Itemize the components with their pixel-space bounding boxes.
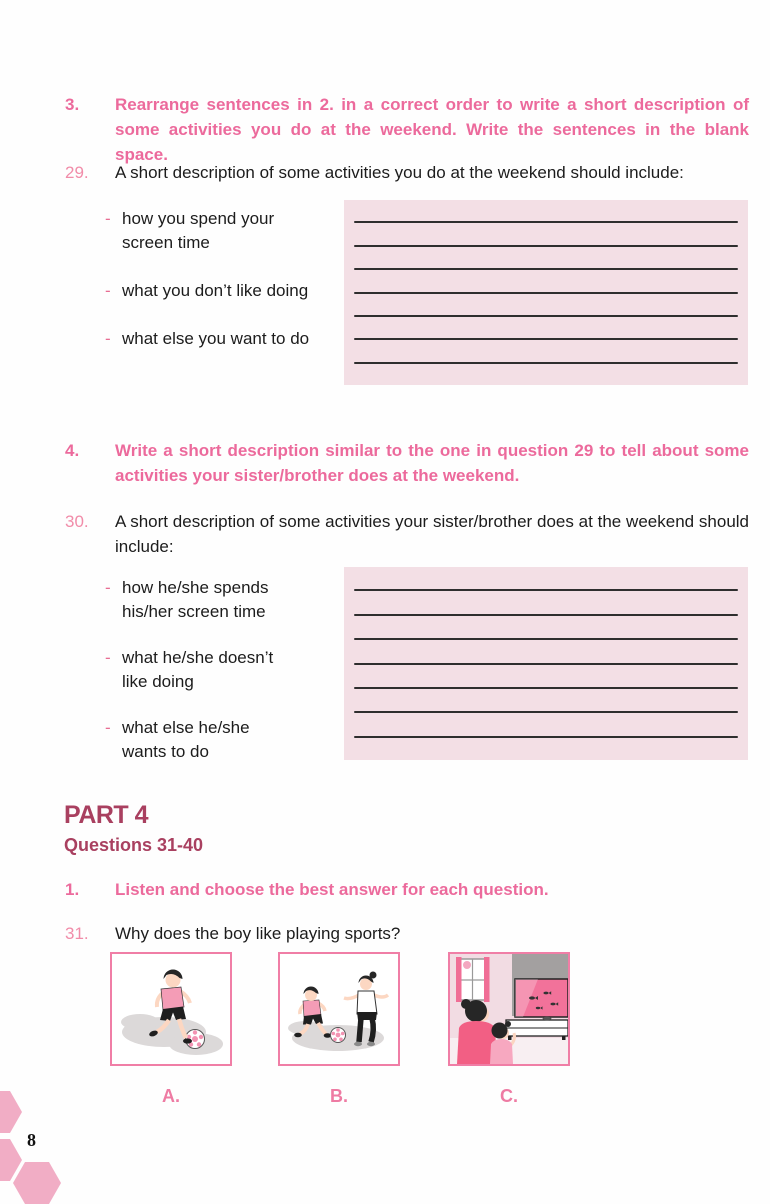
writing-line — [354, 638, 738, 640]
task-3 — [65, 92, 749, 167]
bullet-item — [105, 646, 292, 694]
question-30-number: 30. — [65, 512, 89, 531]
bullet-dash: - — [105, 209, 111, 228]
writing-line — [354, 292, 738, 294]
writing-area-29 — [344, 200, 748, 385]
writing-line — [354, 362, 738, 364]
writing-line — [354, 268, 738, 270]
question-30-bullets — [105, 576, 292, 786]
bullet-text: what else he/she wants to do — [122, 718, 250, 761]
bullet-dash: - — [105, 578, 111, 597]
part-4-title: PART 4 — [64, 801, 149, 829]
bullet-text: what he/she doesn’t like doing — [122, 648, 274, 691]
boy-and-adult-football-illustration — [280, 954, 398, 1064]
bullet-text: how you spend your screen time — [122, 209, 275, 252]
bullet-dash: - — [105, 329, 111, 348]
bullet-item — [105, 576, 292, 624]
question-29-bullets — [105, 207, 327, 375]
writing-line — [354, 736, 738, 738]
question-29 — [65, 160, 749, 185]
option-a-image — [110, 952, 232, 1066]
writing-line — [354, 338, 738, 340]
option-b-image — [278, 952, 400, 1066]
question-29-number: 29. — [65, 163, 89, 182]
option-b-label: B. — [330, 1086, 348, 1106]
task-3-instruction: Rearrange sentences in 2. in a correct order to write a short description of some activities you do at the weekend. Write the sentences in the blank space. — [115, 95, 749, 164]
question-31 — [65, 921, 749, 946]
question-31-number: 31. — [65, 924, 89, 943]
writing-line — [354, 315, 738, 317]
writing-line — [354, 663, 738, 665]
hexagon-decoration — [13, 1162, 61, 1204]
writing-line — [354, 687, 738, 689]
bullet-item — [105, 716, 292, 764]
writing-line — [354, 589, 738, 591]
task-4-instruction: Write a short description similar to the one in question 29 to tell about some activities your sister/brother does at the weekend. — [115, 441, 749, 485]
writing-line — [354, 245, 738, 247]
bullet-dash: - — [105, 281, 111, 300]
bullet-item — [105, 279, 327, 303]
question-30 — [65, 509, 749, 559]
task-1 — [65, 877, 749, 902]
writing-area-30 — [344, 567, 748, 760]
task-1-number: 1. — [65, 880, 80, 899]
option-c-image — [448, 952, 570, 1066]
bullet-dash: - — [105, 718, 111, 737]
bullet-text: what you don’t like doing — [122, 281, 309, 300]
writing-line — [354, 614, 738, 616]
bullet-text: what else you want to do — [122, 329, 310, 348]
task-4-number: 4. — [65, 441, 80, 460]
hexagon-decoration — [0, 1091, 22, 1133]
bullet-item — [105, 207, 327, 255]
option-c-label: C. — [500, 1086, 518, 1106]
task-1-instruction: Listen and choose the best answer for each question. — [115, 880, 549, 899]
question-29-text: A short description of some activities you do at the weekend should include: — [115, 163, 684, 182]
bullet-item — [105, 327, 327, 351]
question-31-text: Why does the boy like playing sports? — [115, 924, 401, 943]
bullet-text: how he/she spends his/her screen time — [122, 578, 269, 621]
task-4 — [65, 438, 749, 488]
task-3-number: 3. — [65, 95, 80, 114]
question-30-text: A short description of some activities your sister/brother does at the weekend should include: — [115, 512, 749, 556]
page-number: 8 — [27, 1130, 36, 1150]
option-a-label: A. — [162, 1086, 180, 1106]
writing-line — [354, 711, 738, 713]
bullet-dash: - — [105, 648, 111, 667]
watching-tv-illustration — [450, 954, 568, 1064]
part-4-subtitle: Questions 31-40 — [64, 835, 204, 855]
boy-with-football-illustration — [112, 954, 230, 1064]
writing-line — [354, 221, 738, 223]
